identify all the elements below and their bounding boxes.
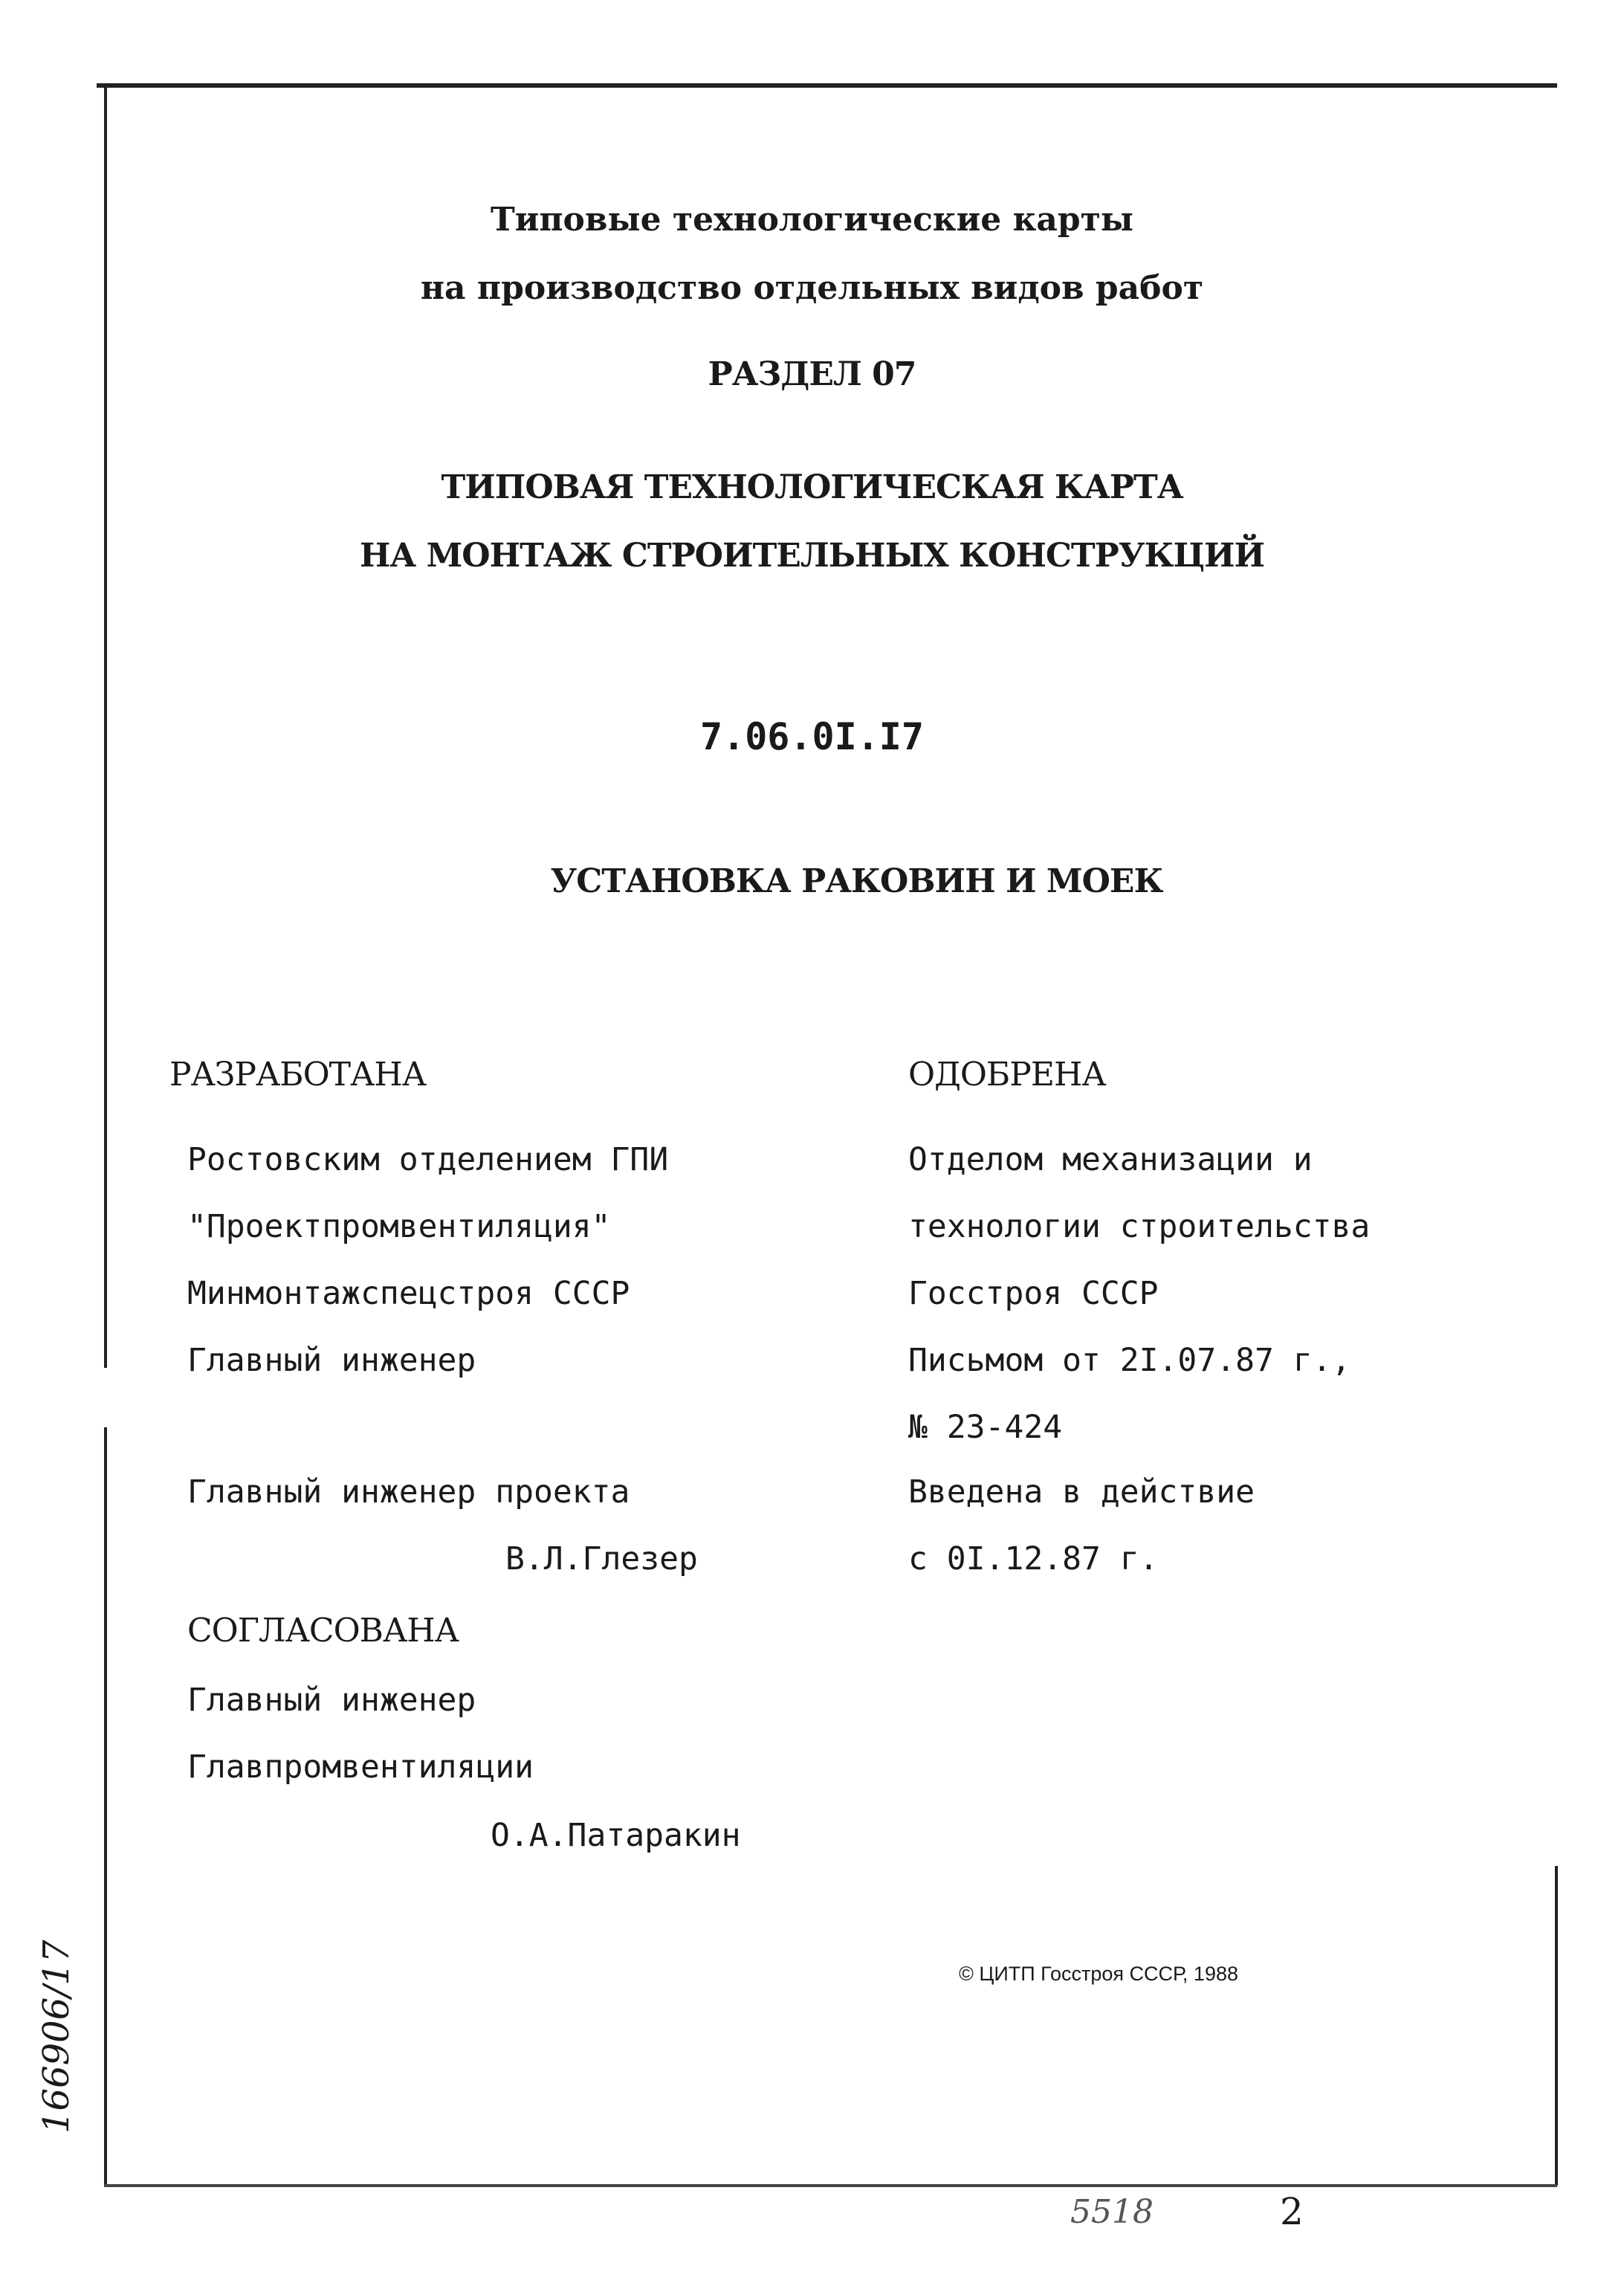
approved-line: технологии строительства <box>908 1208 1371 1245</box>
chief-project-engineer-label: Главный инженер проекта <box>187 1473 630 1511</box>
approved-line: Письмом от 2I.07.87 г., <box>908 1342 1351 1379</box>
card-title-line1: ТИПОВАЯ ТЕХНОЛОГИЧЕСКАЯ КАРТА <box>441 468 1183 506</box>
frame-left-line-lower <box>104 1427 107 2186</box>
approved-line: с 0I.12.87 г. <box>908 1540 1159 1578</box>
agreed-name: О.А.Патаракин <box>491 1817 741 1854</box>
agreed-line: Главный инженер <box>187 1682 476 1719</box>
section-title: РАЗДЕЛ 07 <box>708 355 916 393</box>
frame-top-line <box>97 83 1557 88</box>
developed-line: "Проектпромвентиляция" <box>187 1208 611 1245</box>
approved-line: Отделом механизации и <box>908 1141 1313 1178</box>
document-subject: УСТАНОВКА РАКОВИН И МОЕК <box>550 862 1163 900</box>
document-code: 7.06.0I.I7 <box>699 715 925 758</box>
chief-project-engineer-name: В.Л.Глезер <box>505 1540 698 1578</box>
approved-line: Госстроя СССР <box>908 1275 1159 1312</box>
approved-heading: ОДОБРЕНА <box>908 1056 1106 1094</box>
frame-bottom-line <box>104 2184 1557 2187</box>
series-title-line1: Типовые технологические карты <box>490 201 1134 239</box>
approved-line: Введена в действие <box>908 1473 1255 1511</box>
page-number: 2 <box>1280 2190 1304 2233</box>
developed-heading: РАЗРАБОТАНА <box>169 1056 427 1094</box>
frame-right-line <box>1555 1866 1558 2186</box>
agreed-heading: СОГЛАСОВАНА <box>187 1612 459 1650</box>
series-title-line2: на производство отдельных видов работ <box>420 269 1204 307</box>
developed-line: Главный инженер <box>187 1342 476 1379</box>
bottom-stamp-number: 5518 <box>1070 2193 1154 2231</box>
agreed-line: Главпромвентиляции <box>187 1748 534 1786</box>
card-title-line2: НА МОНТАЖ СТРОИТЕЛЬНЫХ КОНСТРУКЦИЙ <box>359 537 1265 575</box>
side-inventory-number: 166906/17 <box>36 1940 77 2134</box>
approved-line: № 23-424 <box>908 1409 1063 1446</box>
developed-line: Ростовским отделением ГПИ <box>187 1141 669 1178</box>
copyright-notice: © ЦИТП Госстроя СССР, 1988 <box>959 1963 1238 1985</box>
developed-line: Минмонтажспецстроя СССР <box>187 1275 630 1312</box>
